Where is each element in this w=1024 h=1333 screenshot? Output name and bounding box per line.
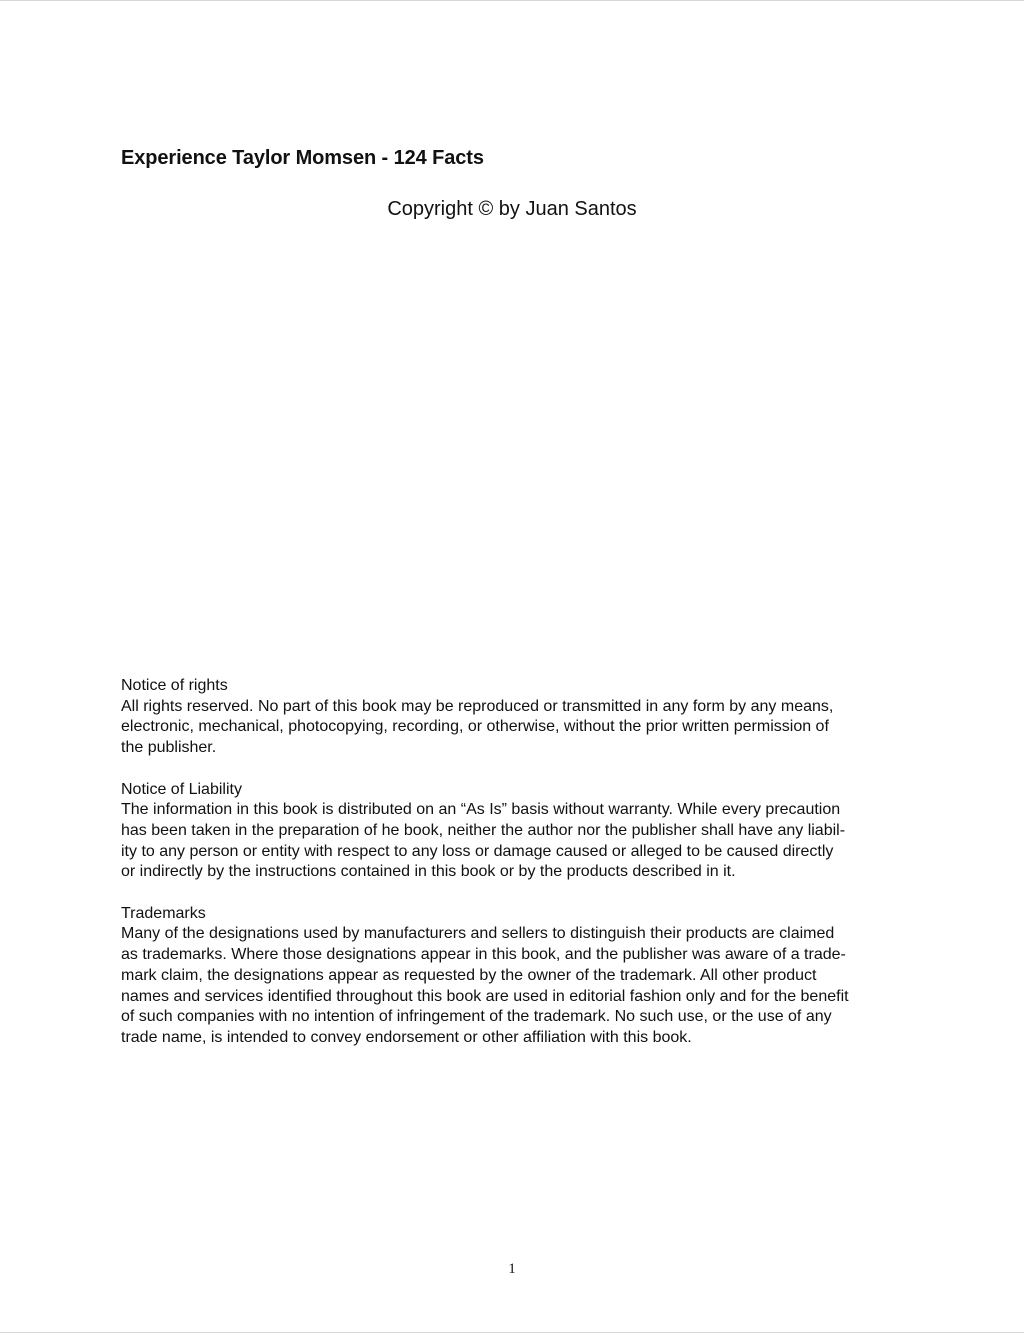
- notice-of-rights-section: [121, 676, 911, 759]
- page-number: 1: [508, 1261, 516, 1277]
- section-heading: Notice of rights: [121, 677, 228, 694]
- text-line: All rights reserved. No part of this book may be reproduced or transmitted in any form by any means,: [121, 697, 834, 715]
- page-top-border: [0, 0, 1024, 1]
- legal-notices: [121, 676, 911, 1069]
- text-line: trade name, is intended to convey endorsement or other affiliation with this book.: [121, 1028, 692, 1046]
- text-line: Many of the designations used by manufacturers and sellers to distinguish their products are claimed: [121, 925, 835, 943]
- section-heading: Notice of Liability: [121, 780, 242, 798]
- text-line: names and services identified throughout this book are used in editorial fashion only and for the benefit: [121, 987, 849, 1005]
- section-body: [121, 697, 911, 759]
- copyright-line: Copyright © by Juan Santos: [387, 198, 637, 220]
- text-line: has been taken in the preparation of he book, neither the author nor the publisher shall have any liabil-: [121, 821, 846, 839]
- text-line: the publisher.: [121, 739, 217, 757]
- text-line: mark claim, the designations appear as requested by the owner of the trademark. All other product: [121, 966, 817, 984]
- section-body: [121, 924, 911, 1048]
- text-line: of such companies with no intention of infringement of the trademark. No such use, or the use of any: [121, 1008, 832, 1026]
- text-line: or indirectly by the instructions contained in this book or by the products described in it.: [121, 863, 736, 881]
- text-line: ity to any person or entity with respect to any loss or damage caused or alleged to be caused directly: [121, 842, 834, 860]
- text-line: as trademarks. Where those designations appear in this book, and the publisher was aware of a trade-: [121, 946, 846, 964]
- book-title: Experience Taylor Momsen - 124 Facts: [121, 147, 484, 169]
- section-heading: Trademarks: [121, 904, 206, 922]
- trademarks-section: [121, 904, 911, 1049]
- text-line: electronic, mechanical, photocopying, recording, or otherwise, without the prior written permission of: [121, 718, 829, 736]
- notice-of-liability-section: [121, 780, 911, 884]
- section-body: [121, 800, 911, 883]
- text-line: The information in this book is distributed on an “As Is” basis without warranty. While every precaution: [121, 801, 841, 819]
